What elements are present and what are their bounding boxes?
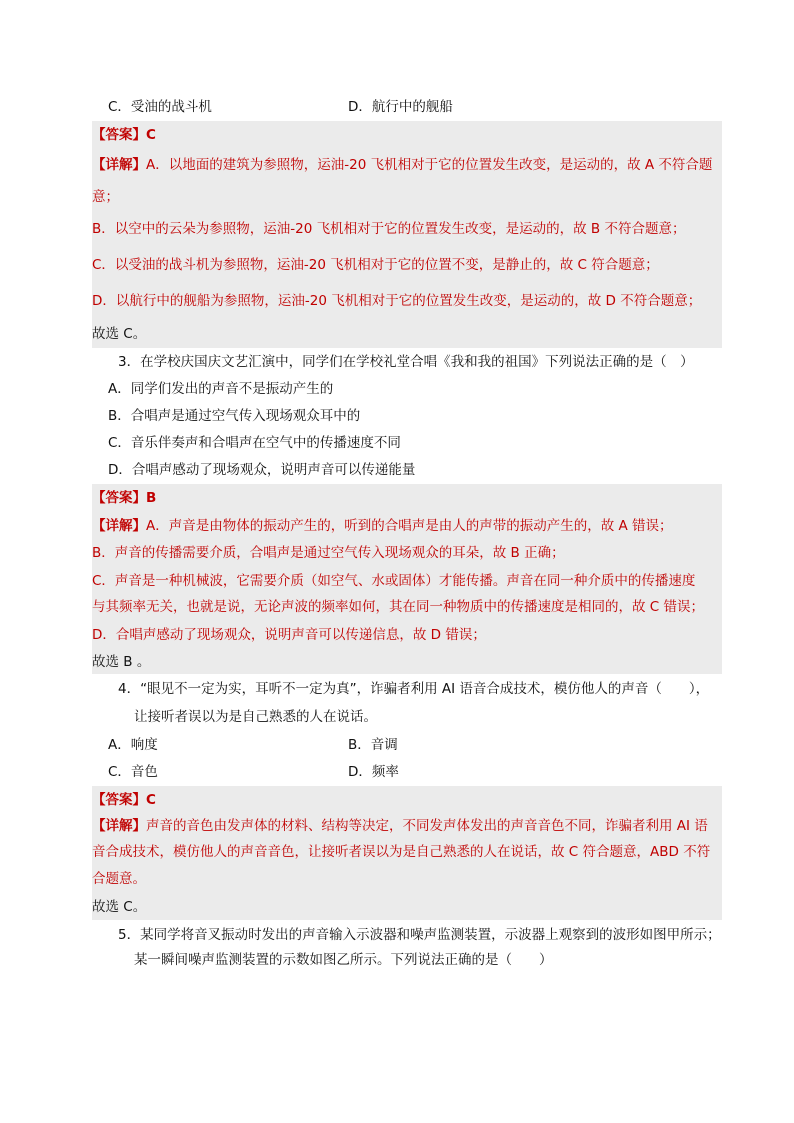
answer-tag: 【答案】 [92,490,146,506]
q4-answer-line [92,788,156,808]
q4-option-d: D．频率 [348,764,399,780]
answer-value: C [146,792,156,808]
q2-option-c: C．受油的战斗机 [108,99,212,115]
q3-detail-line-3: C．声音是一种机械波，它需要介质（如空气、水或固体）才能传播。声音在同一种介质中的传播速度 [92,573,696,589]
q3-detail-line-2: B．声音的传播需要介质，合唱声是通过空气传入现场观众的耳朵，故 B 正确； [92,545,565,561]
q3-option-a: A．同学们发出的声音不是振动产生的 [108,381,334,397]
q2-detail-line-4: C．以受油的战斗机为参照物，运油-20 飞机相对于它的位置不变，是静止的，故 C 符合题意； [92,257,659,273]
q2-detail-line-3: B．以空中的云朵为参照物，运油-20 飞机相对于它的位置发生改变，是运动的，故 B 不符合题意； [92,221,686,237]
q2-detail-line-1: 【详解】A．以地面的建筑为参照物，运油-20 飞机相对于它的位置发生改变，是运动的，故 A 不符合题 [92,157,713,173]
answer-value: B [146,490,157,506]
detail-tag: 【详解】 [92,157,146,173]
q4-answer-box [92,786,722,920]
q2-conclusion: 故选 C。 [92,326,147,342]
q2-answer-line [92,123,156,143]
q3-option-d: D．合唱声感动了现场观众，说明声音可以传递能量 [108,462,416,478]
q2-detail-line-5: D．以航行中的舰船为参照物，运油-20 飞机相对于它的位置发生改变，是运动的，故 D 不符合题意； [92,293,702,309]
q4-detail-line-3: 合题意。 [92,871,146,887]
detail-tag: 【详解】 [92,518,146,534]
q5-stem-line-1: 5．某同学将音叉振动时发出的声音输入示波器和噪声监测装置，示波器上观察到的波形如图甲所示； [118,927,721,943]
answer-tag: 【答案】 [92,127,146,143]
answer-tag: 【答案】 [92,792,146,808]
q4-option-a: A．响度 [108,737,158,753]
q3-detail-line-1: 【详解】A．声音是由物体的振动产生的，听到的合唱声是由人的声带的振动产生的，故 A 错误； [92,518,673,534]
q2-detail-line-2: 意； [92,189,119,205]
q4-detail-line-1: 【详解】声音的音色由发声体的材料、结构等决定，不同发声体发出的声音音色不同，诈骗者利用 AI 语 [92,818,708,834]
q3-detail-line-5: D．合唱声感动了现场观众，说明声音可以传递信息，故 D 错误； [92,627,486,643]
q3-option-c: C．音乐伴奏声和合唱声在空气中的传播速度不同 [108,435,401,451]
q2-answer-box [92,121,722,348]
q3-answer-line [92,486,156,506]
q4-option-c: C．音色 [108,764,158,780]
q5-stem-line-2: 某一瞬间噪声监测装置的示数如图乙所示。下列说法正确的是（ ） [134,952,553,968]
q2-option-d: D．航行中的舰船 [348,99,453,115]
q3-option-b: B．合唱声是通过空气传入现场观众耳中的 [108,408,361,424]
q4-stem-line-2: 让接听者误以为是自己熟悉的人在说话。 [134,709,377,725]
q4-conclusion: 故选 C。 [92,899,147,915]
q3-conclusion: 故选 B 。 [92,654,151,670]
q3-answer-box [92,484,722,674]
q4-detail-line-2: 音合成技术，模仿他人的声音音色，让接听者误以为是自己熟悉的人在说话，故 C 符合题意，ABD 不符 [92,844,711,860]
q3-detail-line-4: 与其频率无关，也就是说，无论声波的频率如何，其在同一种物质中的传播速度是相同的，故 C 错误； [92,599,705,615]
q4-stem-line-1: 4．“眼见不一定为实，耳听不一定为真”，诈骗者利用 AI 语音合成技术，模仿他人的声音（ ）， [118,681,710,697]
detail-tag: 【详解】 [92,818,146,834]
q4-option-b: B．音调 [348,737,398,753]
q3-stem: 3．在学校庆国庆文艺汇演中，同学们在学校礼堂合唱《我和我的祖国》下列说法正确的是（ ） [118,354,694,370]
answer-value: C [146,127,156,143]
